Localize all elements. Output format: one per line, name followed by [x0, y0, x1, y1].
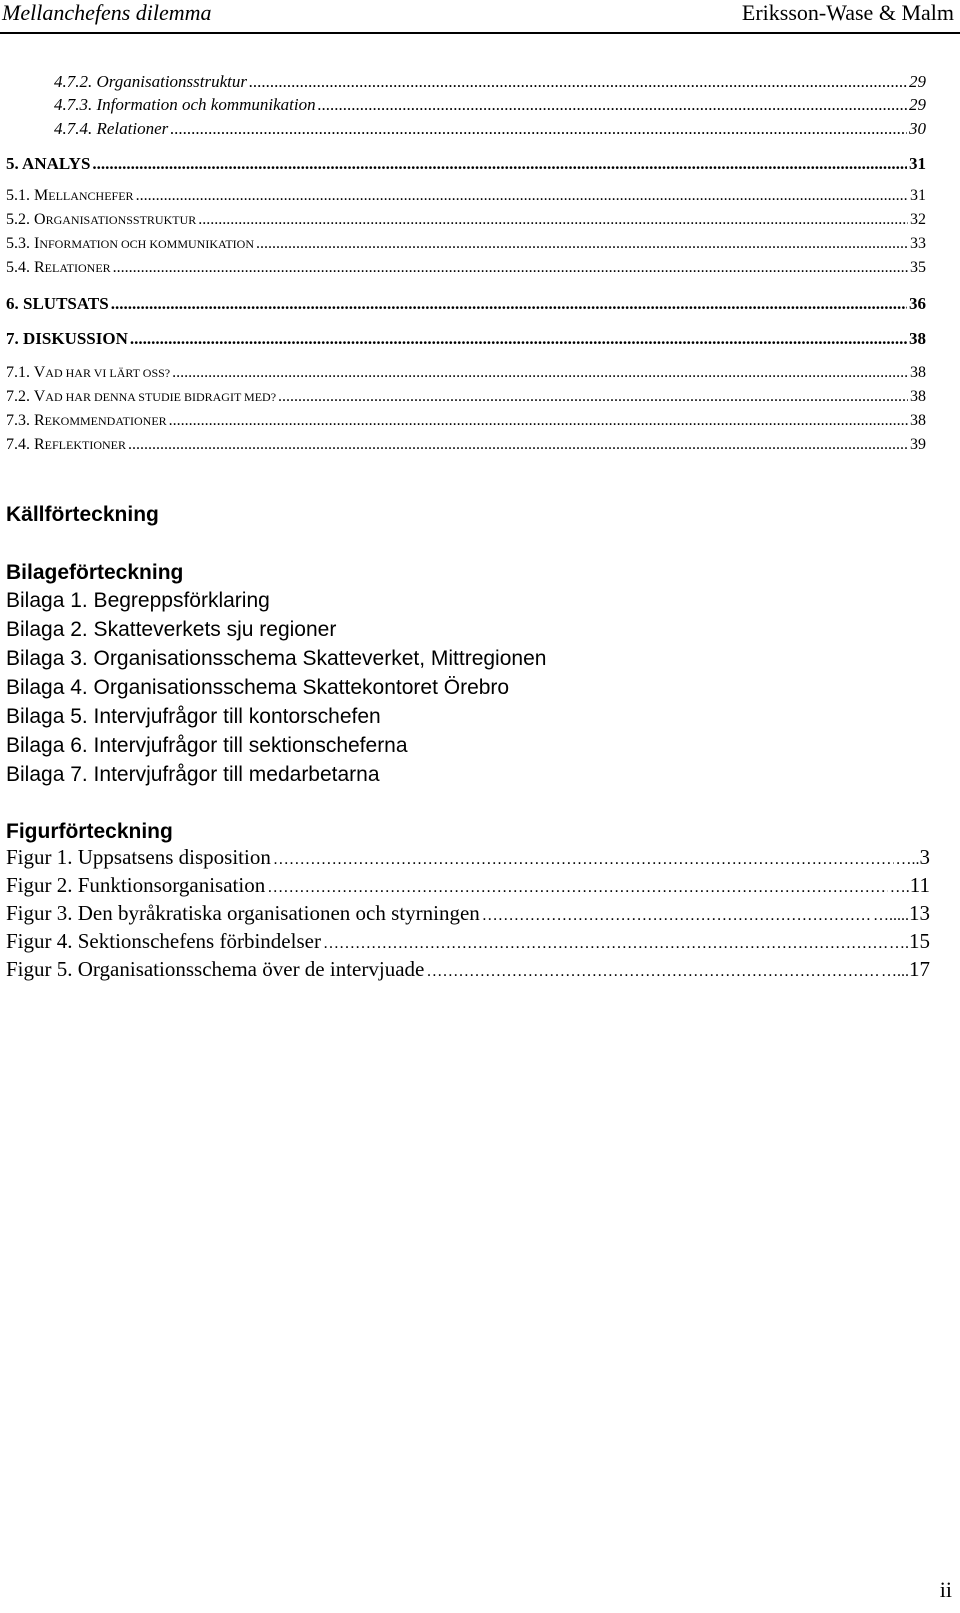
toc-leader [256, 235, 908, 253]
toc-leader [111, 294, 907, 314]
bilaga-item: Bilaga 4. Organisationsschema Skattekontoret Örebro [6, 676, 510, 699]
figure-entry [6, 873, 930, 898]
toc-leader [128, 436, 908, 454]
header-authors: Eriksson-Wase & Malm [741, 0, 954, 25]
figure-leader [267, 879, 888, 897]
figure-entry-label: Figur 4. Sektionschefens förbindelser [6, 929, 321, 953]
figure-entry-label: Figur 2. Funktionsorganisation [6, 873, 266, 897]
toc-entry-page: 38 [910, 388, 926, 405]
figure-separator: …. [889, 935, 909, 952]
toc-leader [278, 388, 908, 406]
figure-entry-page: 3 [919, 845, 930, 869]
page-header [0, 0, 960, 30]
toc-leader [198, 211, 908, 229]
figure-entry-page: 11 [909, 873, 930, 897]
header-title: Mellanchefens dilemma [2, 0, 212, 25]
figure-leader [482, 907, 871, 925]
bilaga-item: Bilaga 2. Skatteverkets sju regioner [6, 618, 337, 641]
toc-entry-page: 32 [910, 211, 926, 228]
toc-leader [169, 412, 908, 430]
figure-separator: ….. [895, 851, 920, 868]
toc-entry [6, 235, 926, 253]
toc-chapter [6, 154, 926, 174]
page-number: ii [939, 1577, 952, 1602]
toc-entry-label: 5.4. RELATIONER [6, 259, 111, 276]
bilaga-item: Bilaga 1. Begreppsförklaring [6, 589, 270, 612]
toc-entry [6, 364, 926, 382]
toc-chapter [6, 329, 926, 349]
toc-leader [172, 364, 908, 382]
toc-chapter [6, 294, 926, 314]
toc-entry-page: 31 [910, 187, 926, 204]
figure-leader [426, 963, 879, 981]
figure-leader [273, 851, 894, 869]
toc-leader [249, 72, 907, 92]
toc-entry-label: 5.1. MELLANCHEFER [6, 187, 134, 204]
toc-leader [130, 329, 907, 349]
toc-entry-page: 35 [910, 259, 926, 276]
toc-entry [6, 436, 926, 454]
figure-entry [6, 957, 930, 982]
toc-entry-label: 7.1. VAD HAR VI LÄRT OSS? [6, 364, 171, 381]
toc-entry-page: 38 [910, 412, 926, 429]
bilaga-item: Bilaga 5. Intervjufrågor till kontorschefen [6, 705, 381, 728]
toc-entry-label: 5.2. ORGANISATIONSSTRUKTUR [6, 211, 197, 228]
kallforteckning-heading: Källförteckning [6, 503, 159, 526]
toc-entry-page: 36 [909, 294, 926, 313]
toc-leader [318, 95, 907, 115]
toc-entry-page: 38 [910, 364, 926, 381]
figure-entry-label: Figur 1. Uppsatsens disposition [6, 845, 271, 869]
figure-entry-page: 13 [909, 901, 930, 925]
toc-entry-page: 39 [910, 436, 926, 453]
toc-leader [136, 187, 908, 205]
toc-entry-label: 7.3. REKOMMENDATIONER [6, 412, 167, 429]
toc-entry-label: 4.7.4. Relationer [54, 119, 169, 138]
figurer-heading: Figurförteckning [6, 820, 173, 843]
toc-entry [6, 412, 926, 430]
toc-entry-page: 31 [909, 154, 926, 173]
toc-entry [54, 72, 926, 92]
figure-leader [323, 935, 887, 953]
figure-entry-page: 15 [909, 929, 930, 953]
bilaga-item: Bilaga 3. Organisationsschema Skatteverket, Mittregionen [6, 647, 547, 670]
toc-entry [54, 119, 926, 139]
bilaga-item: Bilaga 7. Intervjufrågor till medarbetarna [6, 763, 380, 786]
toc-leader [113, 259, 908, 277]
toc-entry-page: 38 [909, 329, 926, 348]
toc-entry-label: 4.7.2. Organisationsstruktur [54, 72, 248, 91]
toc-entry-label: 5. ANALYS [6, 154, 91, 173]
figure-entry-page: 17 [909, 957, 930, 981]
figure-separator: …..... [873, 907, 909, 924]
toc-entry-label: 7.2. VAD HAR DENNA STUDIE BIDRAGIT MED? [6, 388, 277, 405]
toc-entry-page: 29 [909, 95, 926, 114]
toc-entry-label: 7.4. REFLEKTIONER [6, 436, 126, 453]
figure-entry [6, 901, 930, 926]
figure-separator: …. [889, 879, 910, 896]
header-rule [0, 32, 960, 34]
toc-entry-page: 29 [909, 72, 926, 91]
toc-entry [6, 259, 926, 277]
toc-entry-label: 4.7.3. Information och kommunikation [54, 95, 316, 114]
toc-entry-label: 6. SLUTSATS [6, 294, 109, 313]
figure-entry [6, 929, 930, 954]
figure-entry-label: Figur 3. Den byråkratiska organisationen och styrningen [6, 901, 480, 925]
toc-leader [92, 154, 907, 174]
figure-entry [6, 845, 930, 870]
figure-separator: …... [881, 963, 909, 980]
bilaga-item: Bilaga 6. Intervjufrågor till sektionscheferna [6, 734, 408, 757]
toc-entry-label: 7. DISKUSSION [6, 329, 128, 348]
figure-entry-label: Figur 5. Organisationsschema över de intervjuade [6, 957, 425, 981]
toc-entry-page: 33 [910, 235, 926, 252]
toc-entry-page: 30 [909, 119, 926, 138]
bilagor-heading: Bilageförteckning [6, 561, 184, 584]
toc-entry [6, 211, 926, 229]
toc-entry [54, 95, 926, 115]
toc-entry-label: 5.3. INFORMATION OCH KOMMUNIKATION [6, 235, 254, 252]
toc-leader [170, 119, 907, 139]
toc-entry [6, 388, 926, 406]
toc-entry [6, 187, 926, 205]
